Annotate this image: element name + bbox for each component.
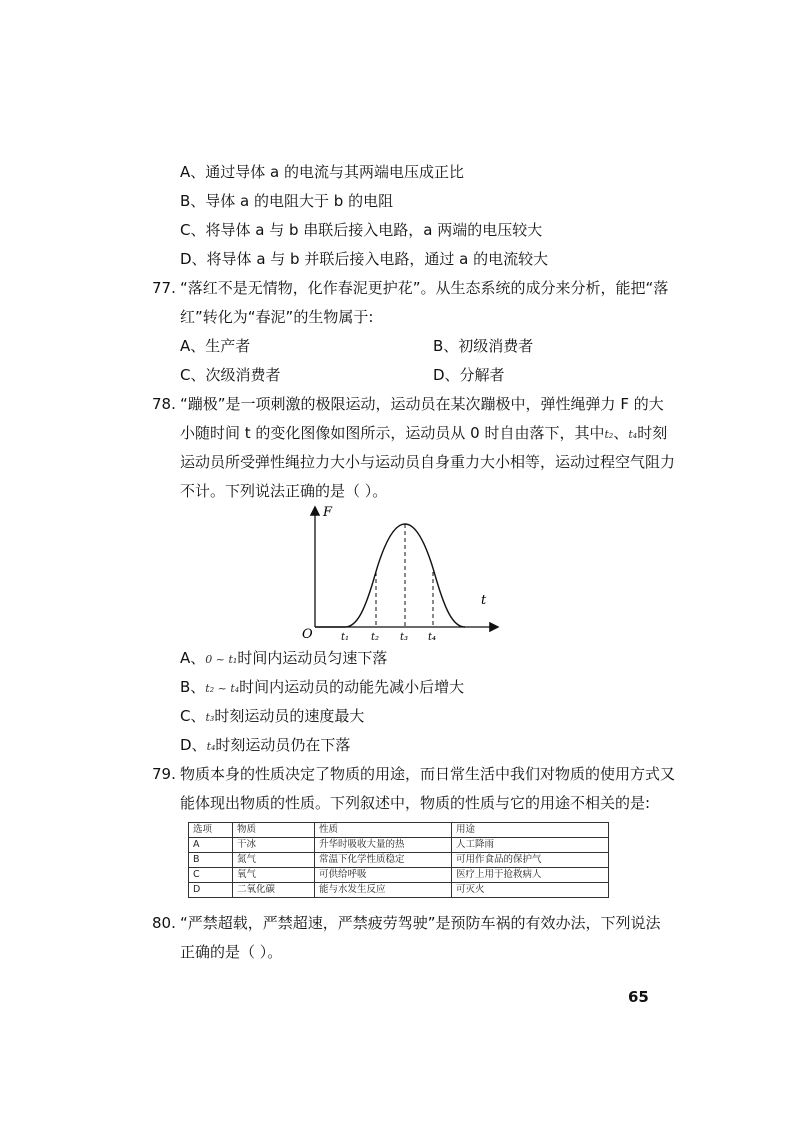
force-time-graph <box>295 500 505 645</box>
q78-option-b-letter: B、 <box>180 678 206 696</box>
force-curve <box>315 524 465 627</box>
q78-t2-symbol: t₂ <box>604 428 614 441</box>
origin-label: O <box>302 627 313 642</box>
q78-comma: 、 <box>613 424 629 442</box>
y-axis-label: F <box>323 505 333 520</box>
q77-option-d: D、分解者 <box>433 366 505 384</box>
table-cell: 可供给呼吸 <box>315 868 452 883</box>
q78-option-b <box>180 677 464 699</box>
table-cell: 氮气 <box>233 853 315 868</box>
q77-option-a: A、生产者 <box>180 337 251 355</box>
q77-number: 77. <box>152 279 176 297</box>
q79-stem-line-1: 物质本身的性质决定了物质的用途，而日常生活中我们对物质的使用方式又 <box>180 765 676 783</box>
table-cell: 二氧化碳 <box>233 883 315 898</box>
q80-number: 80. <box>152 914 176 932</box>
q77-stem-line-1: “落红不是无情物，化作春泥更护花”。从生态系统的成分来分析，能把“落 <box>180 279 669 297</box>
q78-option-d <box>180 735 350 757</box>
q79-stem-line-2: 能体现出物质的性质。下列叙述中，物质的性质与它的用途不相关的是: <box>180 794 651 812</box>
q78-option-b-text: 时间内运动员的动能先减小后增大 <box>239 678 465 696</box>
table-header-option: 选项 <box>189 823 233 838</box>
table-cell: 升华时吸收大量的热 <box>315 838 452 853</box>
q78-option-b-math: t₂ ~ t₄ <box>205 682 240 695</box>
q78-option-c <box>180 706 364 728</box>
q78-option-a-text: 时间内运动员匀速下落 <box>237 649 388 667</box>
table-header-row <box>189 823 609 838</box>
tick-label-t2: t₂ <box>371 632 380 643</box>
table-cell: 能与水发生反应 <box>315 883 452 898</box>
x-axis-label: t <box>481 593 487 608</box>
substance-property-table <box>188 822 609 898</box>
table-row <box>189 853 609 868</box>
q77-stem-line-2: 红”转化为“春泥”的生物属于: <box>180 308 374 326</box>
q78-stem-line-4: 不计。下列说法正确的是（ ）。 <box>180 482 388 500</box>
table-row <box>189 883 609 898</box>
q78-number: 78. <box>152 395 176 413</box>
table-cell: D <box>189 883 233 898</box>
q76-option-a: A、通过导体 a 的电流与其两端电压成正比 <box>180 163 464 181</box>
q78-option-a <box>180 648 387 670</box>
table-cell: A <box>189 838 233 853</box>
tick-label-t3: t₃ <box>400 632 409 643</box>
q79-number: 79. <box>152 765 176 783</box>
tick-label-t4: t₄ <box>428 632 437 643</box>
tick-label-t1: t₁ <box>341 632 350 643</box>
q80-stem-line-2: 正确的是（ ）。 <box>180 943 283 961</box>
q77-option-c: C、次级消费者 <box>180 366 281 384</box>
q78-option-a-letter: A、 <box>180 649 206 667</box>
table-header-use: 用途 <box>452 823 609 838</box>
q76-option-b: B、导体 a 的电阻大于 b 的电阻 <box>180 192 394 210</box>
table-cell: 可用作食品的保护气 <box>452 853 609 868</box>
q78-option-a-math: 0 ~ t₁ <box>205 653 238 666</box>
q78-option-d-text: 时刻运动员仍在下落 <box>215 736 351 754</box>
q78-option-d-letter: D、 <box>180 736 207 754</box>
q80-stem-line-1: “严禁超载，严禁超速，严禁疲劳驾驶”是预防车祸的有效办法，下列说法 <box>180 914 661 932</box>
table-cell: 可灭火 <box>452 883 609 898</box>
table-header-substance: 物质 <box>233 823 315 838</box>
table-row <box>189 868 609 883</box>
q78-stem-line-2 <box>180 423 667 445</box>
q78-stem-line-3: 运动员所受弹性绳拉力大小与运动员自身重力大小相等，运动过程空气阻力 <box>180 453 676 471</box>
table-cell: 干冰 <box>233 838 315 853</box>
table-row <box>189 838 609 853</box>
q76-option-d: D、将导体 a 与 b 并联后接入电路，通过 a 的电流较大 <box>180 250 549 268</box>
q78-option-c-text: 时刻运动员的速度最大 <box>214 707 365 725</box>
q78-stem-line-1: “蹦极”是一项刺激的极限运动，运动员在某次蹦极中，弹性绳弹力 F 的大 <box>180 395 664 413</box>
table-cell: B <box>189 853 233 868</box>
q77-option-b: B、初级消费者 <box>433 337 534 355</box>
table-header-property: 性质 <box>315 823 452 838</box>
table-cell: 医疗上用于抢救病人 <box>452 868 609 883</box>
q78-option-c-math: t₃ <box>205 711 215 724</box>
table-cell: C <box>189 868 233 883</box>
table-cell: 氧气 <box>233 868 315 883</box>
q78-option-c-letter: C、 <box>180 707 206 725</box>
q78-stem-line-2-text: 小随时间 t 的变化图像如图所示，运动员从 0 时自由落下，其中 <box>180 424 605 442</box>
q78-stem-line-2-tail: 时刻 <box>637 424 668 442</box>
page-number: 65 <box>628 988 649 1006</box>
table-cell: 人工降雨 <box>452 838 609 853</box>
q76-option-c: C、将导体 a 与 b 串联后接入电路，a 两端的电压较大 <box>180 221 543 239</box>
table-cell: 常温下化学性质稳定 <box>315 853 452 868</box>
q78-t4-symbol: t₄ <box>628 428 638 441</box>
q78-option-d-math: t₄ <box>206 740 216 753</box>
